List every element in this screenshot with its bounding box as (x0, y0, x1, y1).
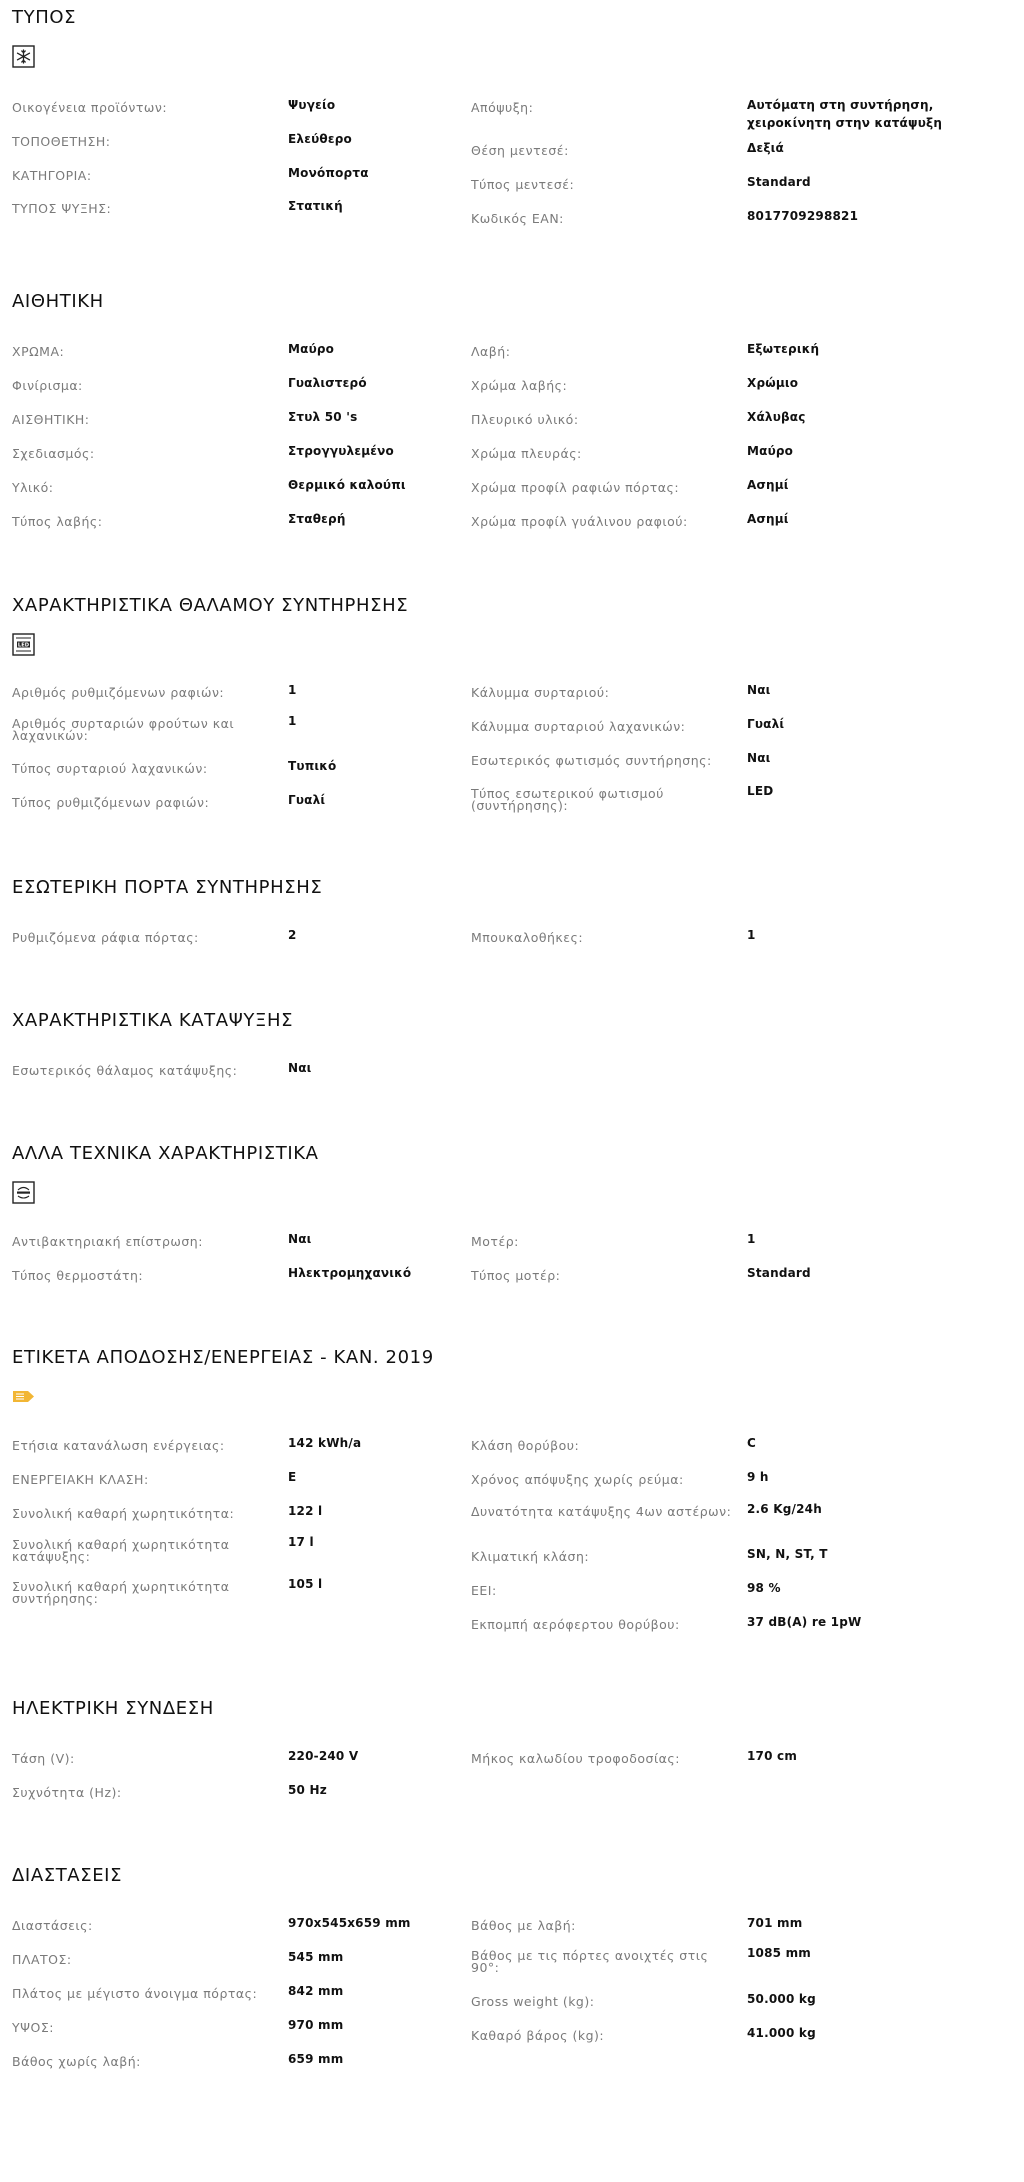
spec-value: Χάλυβας (747, 410, 806, 424)
spec-value: Ψυγείο (288, 98, 336, 112)
spec-label: Βάθος χωρίς λαβή: (12, 2054, 141, 2069)
spec-label: Χρώμα προφίλ ραφιών πόρτας: (471, 480, 680, 495)
spec-label: Χρώμα λαβής: (471, 378, 568, 393)
spec-value: Ηλεκτρομηχανικό (288, 1266, 412, 1280)
spec-label: Συνολική καθαρή χωρητικότητα: (12, 1506, 235, 1521)
spec-value: 220-240 V (288, 1749, 359, 1763)
spec-value: 105 l (288, 1577, 323, 1591)
spec-value: 41.000 kg (747, 2026, 816, 2040)
spec-value: Μαύρο (747, 444, 794, 458)
spec-label: Αριθμός ρυθμιζόμενων ραφιών: (12, 685, 225, 700)
spec-label: Εκπομπή αερόφερτου θορύβου: (471, 1617, 680, 1632)
svg-text:LED: LED (17, 642, 30, 649)
spec-value: 1 (288, 714, 297, 728)
energy-label-icon (12, 1385, 35, 1408)
spec-value: 1085 mm (747, 1946, 811, 1960)
spec-value: 1 (288, 683, 297, 697)
spec-label: Αντιβακτηριακή επίστρωση: (12, 1234, 203, 1249)
spec-label: Συχνότητα (Hz): (12, 1785, 122, 1800)
spec-value: Δεξιά (747, 141, 784, 155)
spec-label: Τύπος μοτέρ: (471, 1268, 561, 1283)
spec-label: Χρώμα πλευράς: (471, 446, 582, 461)
spec-value: Μονόπορτα (288, 166, 369, 180)
spec-value: 1 (747, 928, 756, 942)
spec-value: Χρώμιο (747, 376, 799, 390)
spec-label: Κλάση θορύβου: (471, 1438, 580, 1453)
spec-label: ΥΨΟΣ: (12, 2020, 54, 2035)
spec-value: 701 mm (747, 1916, 803, 1930)
spec-label: Εσωτερικός φωτισμός συντήρησης: (471, 753, 712, 768)
spec-value: Ναι (747, 683, 771, 697)
section-title: ΑΙΘΗΤΙΚΗ (12, 291, 104, 312)
spec-value: Τυπικό (288, 759, 337, 773)
spec-label: ΕΝΕΡΓΕΙΑΚΗ ΚΛΑΣΗ: (12, 1472, 149, 1487)
spec-value: Γυαλί (747, 717, 785, 731)
spec-value: Στατική (288, 199, 343, 213)
section-title: ΕΣΩΤΕΡΙΚΗ ΠΟΡΤΑ ΣΥΝΤΗΡΗΣΗΣ (12, 877, 323, 898)
section-title: ΧΑΡΑΚΤΗΡΙΣΤΙΚΑ ΘΑΛΑΜΟΥ ΣΥΝΤΗΡΗΣΗΣ (12, 595, 409, 616)
spec-value: Εξωτερική (747, 342, 820, 356)
spec-label: Gross weight (kg): (471, 1994, 595, 2009)
spec-label: ΤΥΠΟΣ ΨΥΞΗΣ: (12, 201, 112, 216)
spec-value: Ελεύθερο (288, 132, 352, 146)
spec-label: Κλιματική κλάση: (471, 1549, 590, 1564)
spec-label: Θέση μεντεσέ: (471, 143, 569, 158)
spec-label: Πλάτος με μέγιστο άνοιγμα πόρτας: (12, 1986, 258, 2001)
spec-value: 545 mm (288, 1950, 344, 1964)
spec-value: Αυτόματη στη συντήρηση, χειροκίνητη στην κατάψυξη (747, 98, 943, 130)
spec-value: C (747, 1436, 757, 1450)
spec-label: ΑΙΣΘΗΤΙΚΗ: (12, 412, 90, 427)
spec-value: Standard (747, 1266, 811, 1280)
spec-label: Κωδικός EAN: (471, 211, 564, 226)
spec-label: Συνολική καθαρή χωρητικότητα συντήρησης: (12, 1579, 230, 1606)
spec-label: Τύπος θερμοστάτη: (12, 1268, 144, 1283)
spec-label: Κάλυμμα συρταριού: (471, 685, 610, 700)
spec-label: Φινίρισμα: (12, 378, 83, 393)
spec-label: Τύπος συρταριού λαχανικών: (12, 761, 208, 776)
spec-label: Τύπος ρυθμιζόμενων ραφιών: (12, 795, 210, 810)
snowflake-icon (12, 45, 35, 68)
spec-value: 1 (747, 1232, 756, 1246)
spec-value: Μαύρο (288, 342, 335, 356)
spec-value: 9 h (747, 1470, 769, 1484)
spec-value: LED (747, 784, 774, 798)
antibacterial-icon (12, 1181, 35, 1204)
spec-label: Χρόνος απόψυξης χωρίς ρεύμα: (471, 1472, 684, 1487)
spec-value: Ασημί (747, 512, 789, 526)
spec-label: Βάθος με τις πόρτες ανοιχτές στις 90°: (471, 1948, 709, 1975)
spec-label: Καθαρό βάρος (kg): (471, 2028, 605, 2043)
spec-label: Κάλυμμα συρταριού λαχανικών: (471, 719, 686, 734)
spec-value: 2 (288, 928, 297, 942)
spec-value: 970x545x659 mm (288, 1916, 411, 1930)
spec-value: Θερμικό καλούπι (288, 478, 406, 492)
spec-label: Διαστάσεις: (12, 1918, 93, 1933)
spec-value: E (288, 1470, 297, 1484)
spec-value: 970 mm (288, 2018, 344, 2032)
spec-label: Δυνατότητα κατάψυξης 4ων αστέρων: (471, 1504, 732, 1519)
spec-label: ΤΟΠΟΘΕΤΗΣΗ: (12, 134, 111, 149)
spec-value: Ασημί (747, 478, 789, 492)
spec-label: ΧΡΩΜΑ: (12, 344, 65, 359)
spec-value: Στρογγυλεμένο (288, 444, 394, 458)
spec-label: Υλικό: (12, 480, 54, 495)
spec-value: 50.000 kg (747, 1992, 816, 2006)
spec-value: 170 cm (747, 1749, 798, 1763)
spec-label: Συνολική καθαρή χωρητικότητα κατάψυξης: (12, 1537, 230, 1564)
spec-value: Standard (747, 175, 811, 189)
spec-label: Μοτέρ: (471, 1234, 519, 1249)
spec-label: Μπουκαλοθήκες: (471, 930, 584, 945)
spec-value: Στυλ 50 's (288, 410, 358, 424)
spec-value: Σταθερή (288, 512, 346, 526)
spec-label: Χρώμα προφίλ γυάλινου ραφιού: (471, 514, 688, 529)
spec-label: Ετήσια κατανάλωση ενέργειας: (12, 1438, 225, 1453)
spec-value: 122 l (288, 1504, 323, 1518)
section-title: ΔΙΑΣΤΑΣΕΙΣ (12, 1865, 123, 1886)
spec-label: Οικογένεια προϊόντων: (12, 100, 168, 115)
spec-label: Τύπος μεντεσέ: (471, 177, 575, 192)
section-title: ΑΛΛΑ ΤΕΧΝΙΚΑ ΧΑΡΑΚΤΗΡΙΣΤΙΚΑ (12, 1143, 319, 1164)
spec-label: Πλευρικό υλικό: (471, 412, 579, 427)
section-title: ΗΛΕΚΤΡΙΚΗ ΣΥΝΔΕΣΗ (12, 1698, 214, 1719)
spec-label: Λαβή: (471, 344, 511, 359)
spec-value: 2.6 Kg/24h (747, 1502, 822, 1516)
spec-label: Αριθμός συρταριών φρούτων και λαχανικών: (12, 716, 235, 743)
spec-value: Ναι (288, 1061, 312, 1075)
led-icon (12, 633, 35, 656)
spec-value: 98 % (747, 1581, 781, 1595)
spec-label: Ρυθμιζόμενα ράφια πόρτας: (12, 930, 199, 945)
spec-value: SN, N, ST, T (747, 1547, 828, 1561)
spec-value: 142 kWh/a (288, 1436, 362, 1450)
spec-label: Σχεδιασμός: (12, 446, 95, 461)
spec-label: Απόψυξη: (471, 100, 534, 115)
spec-value: 50 Hz (288, 1783, 327, 1797)
spec-label: Τάση (V): (12, 1751, 75, 1766)
spec-label: EEI: (471, 1583, 497, 1598)
spec-value: 659 mm (288, 2052, 344, 2066)
spec-value: Ναι (747, 751, 771, 765)
section-title: ΤΥΠΟΣ (12, 7, 77, 28)
spec-value: 17 l (288, 1535, 314, 1549)
spec-value: Ναι (288, 1232, 312, 1246)
spec-label: Μήκος καλωδίου τροφοδοσίας: (471, 1751, 680, 1766)
spec-value: Γυαλιστερό (288, 376, 367, 390)
spec-label: ΚΑΤΗΓΟΡΙΑ: (12, 168, 92, 183)
spec-value: Γυαλί (288, 793, 326, 807)
spec-label: Βάθος με λαβή: (471, 1918, 576, 1933)
spec-value: 8017709298821 (747, 209, 859, 223)
section-title: ΧΑΡΑΚΤΗΡΙΣΤΙΚΑ ΚΑΤΑΨΥΞΗΣ (12, 1010, 294, 1031)
spec-label: ΠΛΑΤΟΣ: (12, 1952, 72, 1967)
section-title: ΕΤΙΚΕΤΑ ΑΠΟΔΟΣΗΣ/ΕΝΕΡΓΕΙΑΣ - ΚΑΝ. 2019 (12, 1347, 434, 1368)
spec-label: Τύπος λαβής: (12, 514, 103, 529)
spec-value: 37 dB(A) re 1pW (747, 1615, 862, 1629)
spec-label: Εσωτερικός θάλαμος κατάψυξης: (12, 1063, 238, 1078)
spec-label: Τύπος εσωτερικού φωτισμού (συντήρησης): (471, 786, 664, 813)
spec-value: 842 mm (288, 1984, 344, 1998)
